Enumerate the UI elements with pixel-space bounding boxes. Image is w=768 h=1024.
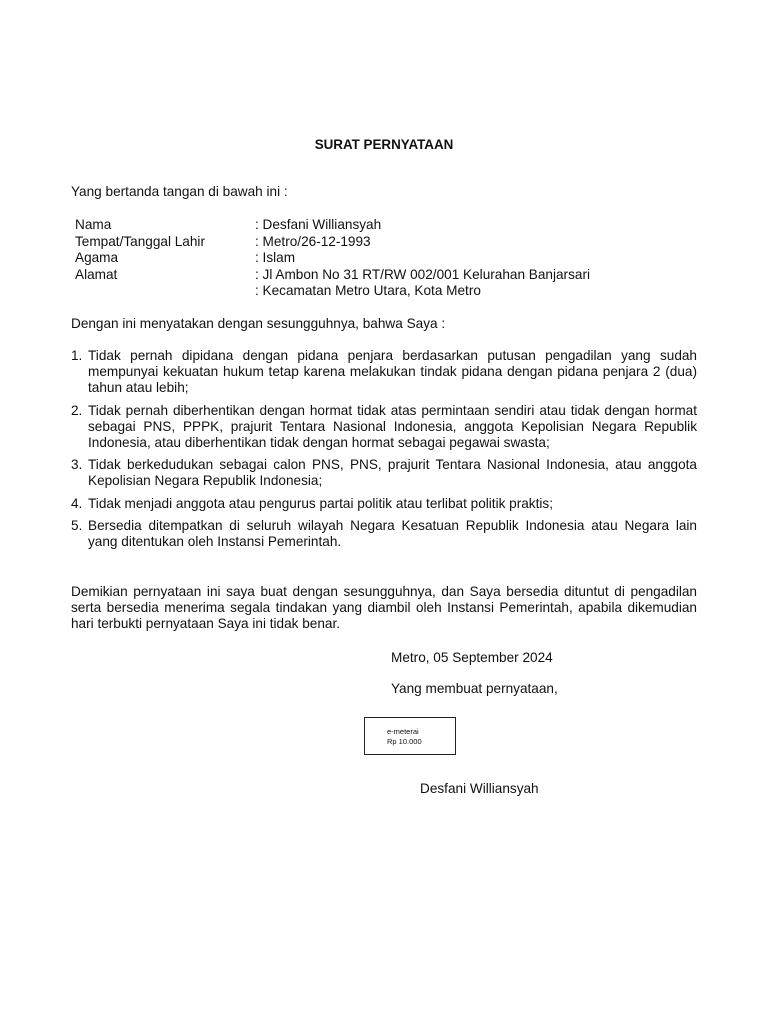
identity-row-name: [75, 217, 590, 234]
identity-label: Nama: [75, 217, 112, 232]
list-item: [71, 496, 697, 512]
identity-label: Agama: [75, 250, 119, 265]
statement-intro: Dengan ini menyatakan dengan sesungguhnya, bahwa Saya :: [71, 316, 446, 331]
list-item-text: Tidak pernah diberhentikan dengan hormat tidak atas permintaan sendiri atau tidak dengan hormat sebagai PNS, PPPK, prajurit Tentara Nasional Indonesia, anggota Kepolisian Negara Republik Indonesia, atau diberhentikan tidak dengan hormat sebagai pegawai swasta;: [88, 402, 697, 450]
identity-row-address-cont: [75, 283, 590, 300]
list-item-text: Tidak pernah dipidana dengan pidana penjara berdasarkan putusan pengadilan yang sudah mempunyai kekuatan hukum tetap karena melakukan tindak pidana dengan pidana penjara 2 (dua) tahun atau lebih;: [88, 348, 697, 395]
list-item-text: Tidak menjadi anggota atau pengurus partai politik atau terlibat politik praktis;: [88, 495, 553, 511]
signer-name: Desfani Williansyah: [420, 781, 539, 796]
identity-row-birth: [75, 234, 590, 251]
identity-value: : Jl Ambon No 31 RT/RW 002/001 Kelurahan Banjarsari: [255, 266, 590, 282]
list-item-number: 2.: [71, 402, 83, 418]
identity-value: : Kecamatan Metro Utara, Kota Metro: [255, 283, 481, 298]
list-item: [71, 518, 697, 550]
list-item-number: 4.: [71, 495, 83, 511]
identity-row-address: [75, 267, 590, 284]
list-item-number: 5.: [71, 518, 83, 533]
list-item-number: 1.: [71, 348, 83, 363]
identity-label: Tempat/Tanggal Lahir: [75, 233, 205, 249]
statement-list: [71, 348, 697, 557]
list-item: [71, 348, 697, 396]
identity-value: : Islam: [255, 250, 296, 265]
e-meterai-stamp: [364, 717, 456, 755]
stamp-label: e-meterai: [387, 727, 419, 736]
list-item: [71, 457, 697, 489]
list-item-text: Bersedia ditempatkan di seluruh wilayah Negara Kesatuan Republik Indonesia atau Negara lain yang ditentukan oleh Instansi Pemerintah.: [88, 518, 697, 549]
list-item: [71, 403, 697, 451]
list-item-number: 3.: [71, 457, 83, 472]
identity-value: : Metro/26-12-1993: [255, 233, 371, 249]
identity-label: [75, 283, 255, 300]
identity-table: [75, 217, 590, 300]
maker-label: Yang membuat pernyataan,: [391, 681, 558, 696]
stamp-amount: Rp 10.000: [387, 737, 422, 746]
list-item-text: Tidak berkedudukan sebagai calon PNS, PNS, prajurit Tentara Nasional Indonesia, atau anggota Kepolisian Negara Republik Indonesia;: [88, 457, 697, 488]
identity-row-religion: [75, 250, 590, 267]
intro-text: Yang bertanda tangan di bawah ini :: [71, 184, 288, 199]
identity-value: : Desfani Williansyah: [255, 217, 382, 232]
document-title: SURAT PERNYATAAN: [314, 137, 454, 152]
closing-paragraph: Demikian pernyataan ini saya buat dengan sesungguhnya, dan Saya bersedia dituntut di pengadilan serta bersedia menerima segala tindakan yang diambil oleh Instansi Pemerintah, apabila dikemudian hari terbukti pernyataan Saya ini tidak benar.: [71, 584, 697, 631]
identity-label: Alamat: [75, 266, 118, 282]
place-date: Metro, 05 September 2024: [391, 650, 553, 665]
